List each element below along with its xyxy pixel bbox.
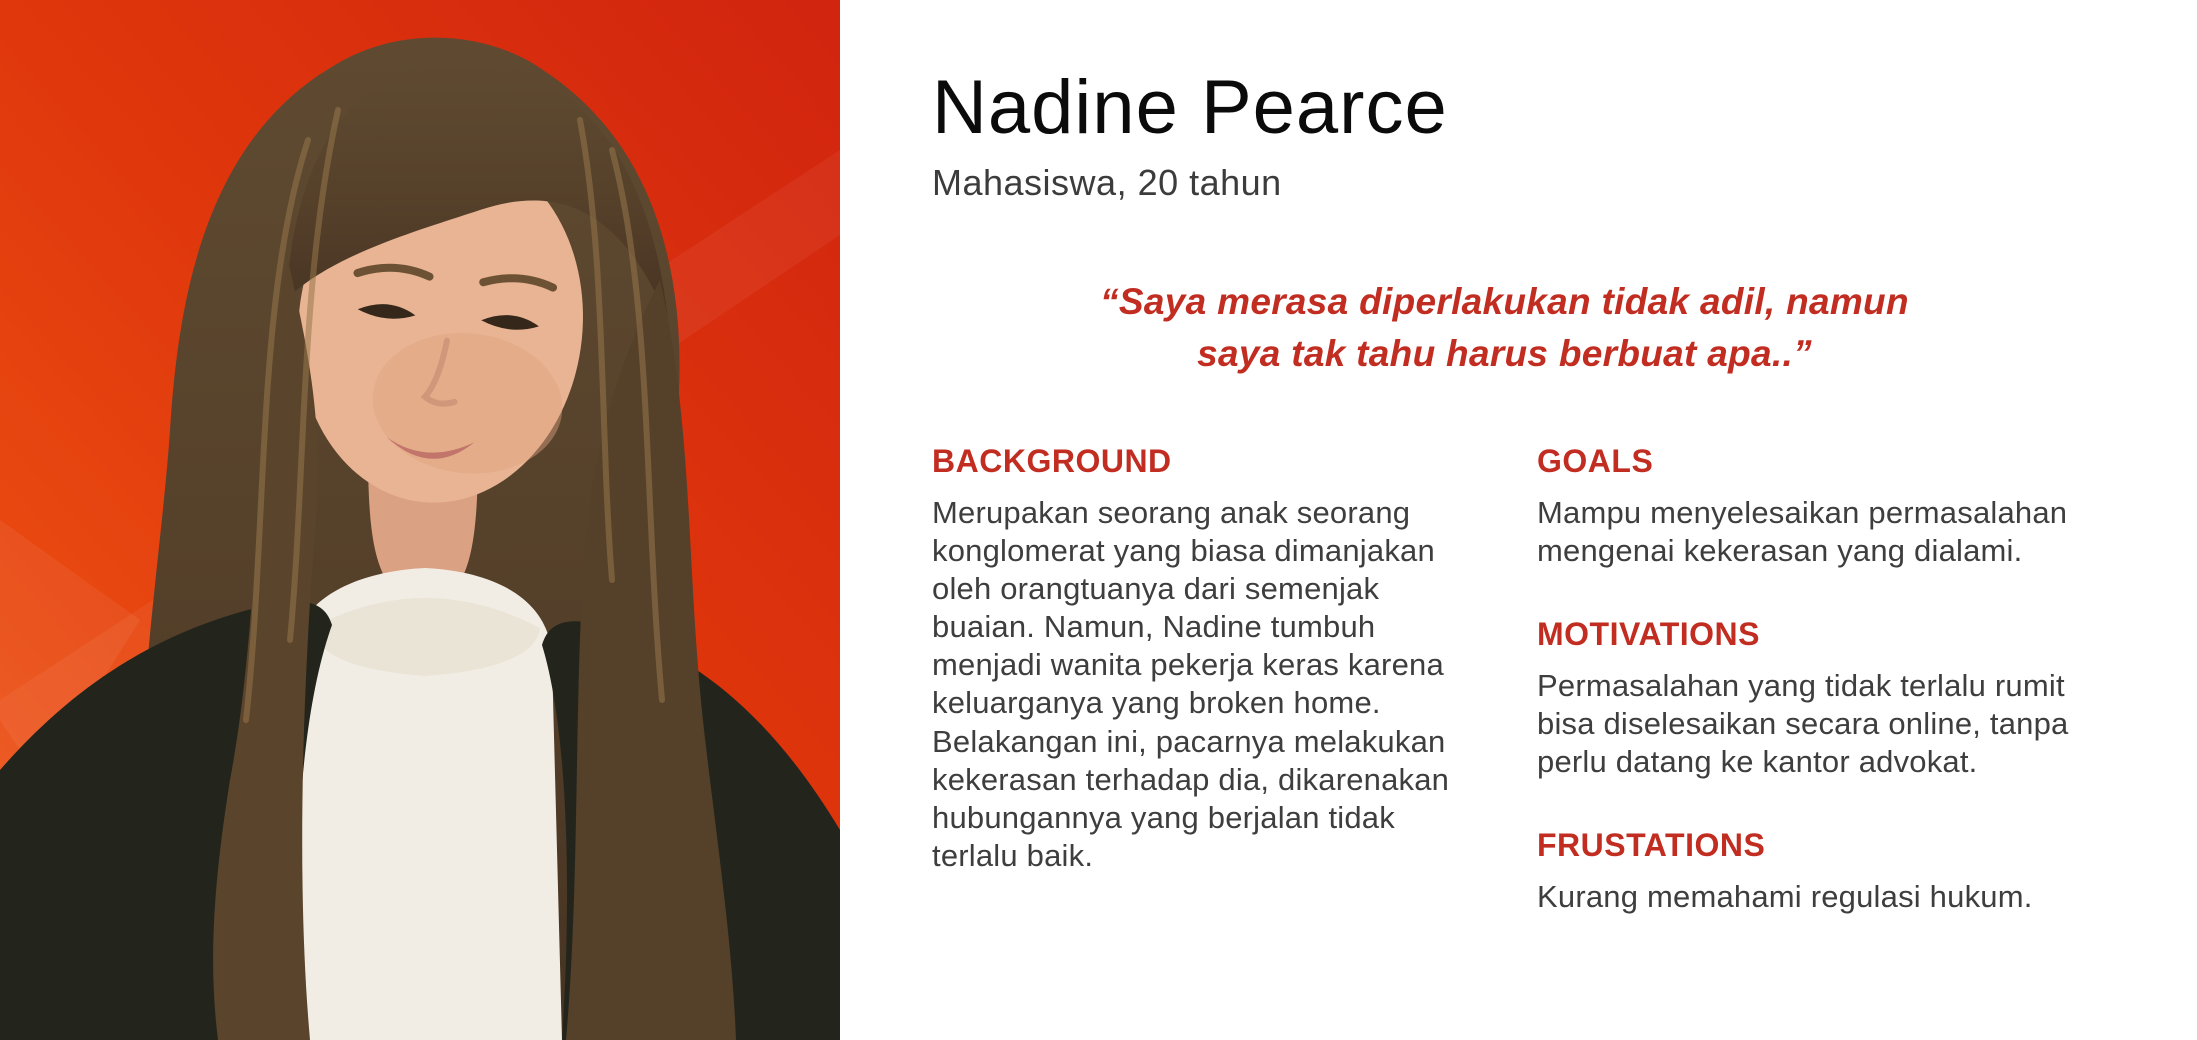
persona-quote bbox=[932, 276, 2077, 381]
background-body: Merupakan seorang anak seorang konglomerat yang biasa dimanjakan oleh orangtuanya dari semenjak buaian. Namun, Nadine tumbuh menjadi wanita pekerja keras karena keluarganya yang broken home. Belakangan ini, pacarnya melakukan kekerasan terhadap dia, dikarenakan hubungannya yang berjalan tidak terlalu baik. bbox=[932, 494, 1450, 873]
portrait-illustration bbox=[0, 0, 840, 1040]
section-goals bbox=[1537, 443, 2077, 570]
motivations-body: Permasalahan yang tidak terlalu rumit bisa diselesaikan secara online, tanpa perlu datang ke kantor advokat. bbox=[1537, 668, 2069, 780]
sections-grid bbox=[932, 443, 2077, 963]
goals-body: Mampu menyelesaikan permasalahan mengenai kekerasan yang dialami. bbox=[1537, 494, 2068, 568]
goals-title: GOALS bbox=[1537, 442, 1654, 479]
frustations-body: Kurang memahami regulasi hukum. bbox=[1537, 879, 2033, 915]
section-motivations bbox=[1537, 616, 2077, 781]
column-left bbox=[932, 443, 1477, 963]
motivations-title: MOTIVATIONS bbox=[1537, 616, 1760, 653]
frustations-title: FRUSTATIONS bbox=[1537, 827, 1766, 864]
background-title: BACKGROUND bbox=[932, 442, 1172, 479]
section-background bbox=[932, 443, 1477, 875]
column-right bbox=[1537, 443, 2077, 963]
persona-role: Mahasiswa, 20 tahun bbox=[932, 161, 1282, 203]
persona-name: Nadine Pearce bbox=[932, 65, 1448, 150]
section-frustations bbox=[1537, 827, 2077, 916]
photo-panel bbox=[0, 0, 840, 1040]
quote-line-2: saya tak tahu harus berbuat apa..” bbox=[1197, 333, 1812, 375]
quote-line-1: “Saya merasa diperlakukan tidak adil, namun bbox=[1100, 280, 1909, 322]
content-panel bbox=[840, 0, 2197, 1040]
